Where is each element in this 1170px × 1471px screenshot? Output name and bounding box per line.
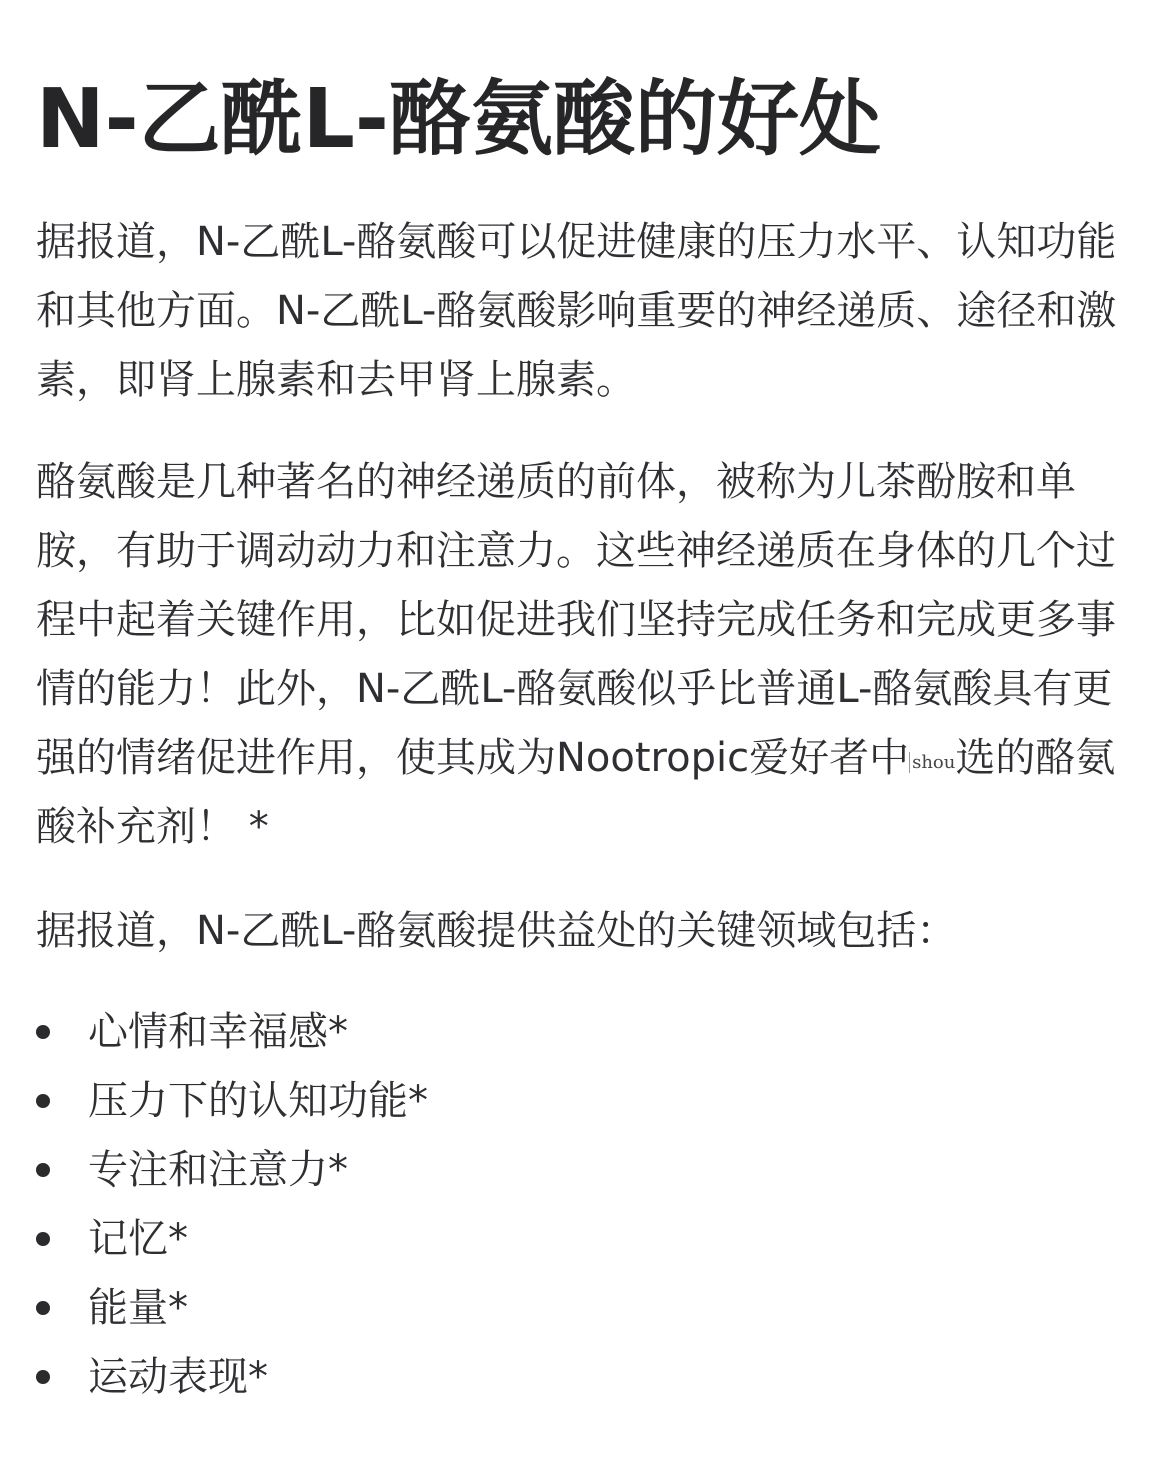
- paragraph-benefits-intro: 据报道，N-乙酰L-酪氨酸提供益处的关键领域包括：: [36, 908, 957, 954]
- list-item: [36, 998, 428, 1067]
- paragraph-tyrosine-text-b: 选的酪氨酸补充剂！ *: [36, 735, 1116, 850]
- list-item-label: 能量*: [88, 1285, 188, 1331]
- list-item-label: 运动表现*: [88, 1354, 268, 1400]
- bullet-icon: [36, 1094, 50, 1108]
- list-item-label: 心情和幸福感*: [88, 1009, 348, 1055]
- benefits-list: [36, 998, 428, 1412]
- paragraph-tyrosine-text-a: 酪氨酸是几种著名的神经递质的前体，被称为儿茶酚胺和单胺，有助于调动动力和注意力。这些神经递质在身体的几个过程中起着关键作用，比如促进我们坚持完成任务和完成更多事情的能力！此外，N-乙酰L-酪氨酸似乎比普通L-酪氨酸具有更强的情绪促进作用，使其成为Nootropic爱好者中: [36, 459, 1116, 781]
- bullet-icon: [36, 1370, 50, 1384]
- paragraph-intro: 据报道，N-乙酰L-酪氨酸可以促进健康的压力水平、认知功能和其他方面。N-乙酰L-酪氨酸影响重要的神经递质、途径和激素，即肾上腺素和去甲肾上腺素。: [36, 219, 1117, 403]
- bullet-icon: [36, 1163, 50, 1177]
- list-item: [36, 1343, 428, 1412]
- list-item-label: 压力下的认知功能*: [88, 1078, 428, 1124]
- list-item: [36, 1205, 428, 1274]
- bullet-icon: [36, 1025, 50, 1039]
- bullet-icon: [36, 1301, 50, 1315]
- page-title: N-乙酰L-酪氨酸的好处: [36, 72, 881, 167]
- paragraph-tyrosine: [36, 448, 1132, 862]
- list-item: [36, 1067, 428, 1136]
- inline-pinyin-marker: shou: [909, 752, 955, 773]
- list-item: [36, 1136, 428, 1205]
- list-item-label: 记忆*: [88, 1216, 188, 1262]
- list-item: [36, 1274, 428, 1343]
- list-item-label: 专注和注意力*: [88, 1147, 348, 1193]
- bullet-icon: [36, 1232, 50, 1246]
